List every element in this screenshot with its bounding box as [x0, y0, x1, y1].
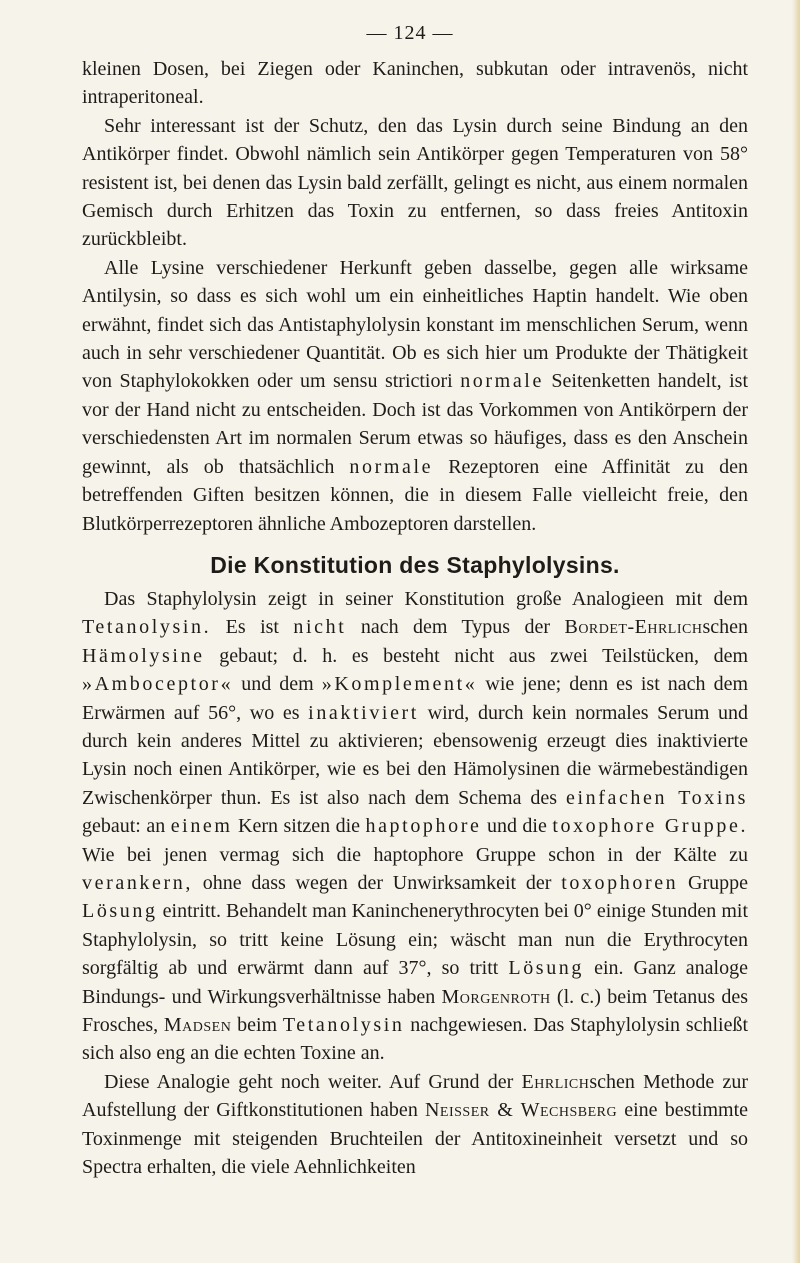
text-run: eintritt. Behandelt man Kaninchenerythrocyten bei 0° einige Stunden mit Staphylolysin, so tritt keine Lösung ein; wäscht man nun die Erythrocyten sorgfältig ab und erwärmt dann auf 37°, so tritt: [82, 900, 749, 980]
page-number: — 124 —: [366, 22, 454, 44]
paragraph-2: Sehr interessant ist der Schutz, den das Lysin durch seine Bindung an den Antikörper findet. Obwohl nämlich sein Antikörper gegen Temperaturen von 58° resistent ist, bei denen das Lysin bald zerfällt, gelingt es nicht, aus einem normalen Gemisch durch Erhitzen das Toxin zu entfernen, so dass freies Antitoxin zurückbleibt.: [82, 114, 748, 251]
emphasis-spaced: verankern,: [82, 871, 193, 894]
author-name: Bordet-Ehrlich: [564, 616, 703, 639]
text-run: schen: [702, 616, 749, 639]
text-run: Es ist: [225, 616, 279, 639]
text-run: Diese Analogie geht noch weiter. Auf Grund der: [104, 1070, 514, 1093]
emphasis-spaced: toxophore Gruppe.: [552, 815, 749, 838]
paragraph-5: [82, 1068, 748, 1182]
emphasis-spaced: »Amboceptor«: [82, 673, 234, 696]
paragraph-4: [82, 585, 748, 1068]
emphasis-spaced: Lösung: [82, 900, 158, 923]
text-run: Wie bei jenen vermag sich die haptophore Gruppe schon in der Kälte zu: [82, 843, 748, 866]
text-run: beim: [237, 1014, 278, 1036]
emphasis-spaced: haptophore: [365, 815, 482, 838]
emphasis-spaced: Tetanolysin: [282, 1014, 405, 1036]
emphasis-spaced: inaktiviert: [308, 701, 419, 724]
text-run: Kern sitzen die: [238, 815, 361, 838]
emphasis-spaced: nicht: [293, 616, 347, 639]
text-run: schen Methode zur Aufstellung der Giftkonstitutionen haben: [82, 1070, 749, 1122]
emphasis-spaced: normale: [349, 455, 434, 478]
emphasis-spaced: Hämolysine: [82, 644, 205, 667]
emphasis-spaced: toxophoren: [561, 871, 679, 894]
text-run: (l. c.) beim Tetanus des Frosches,: [82, 985, 749, 1036]
emphasis-spaced: einfachen Toxins: [565, 786, 749, 809]
text-run: Gruppe: [688, 871, 749, 894]
text-run: wird, durch kein normales Serum und durch kein anderes Mittel zu aktivieren; ebensowenig erzeugt dies inaktivierte Lysin noch einen Antikörper, wie es bei den Hämolysinen die wärmebeständigen Zwischenkörper thun. Es ist also nach dem Schema des: [82, 701, 749, 809]
author-name: Madsen: [163, 1014, 232, 1036]
text-run: und die: [486, 815, 547, 838]
paragraph-3: [82, 254, 748, 538]
emphasis-spaced: »Komplement«: [321, 673, 478, 696]
text-run: Seitenketten handelt, ist vor der Hand nicht zu entscheiden. Doch ist das Vorkommen von Antikörpern der verschiedensten Art im normalen Serum etwas so häufiges, dass es den Anschein gewinnt, als ob thatsächlich: [82, 370, 749, 478]
page-edge-shading: [792, 0, 800, 1263]
author-name: Ehrlich: [521, 1070, 590, 1093]
text-run: nachgewiesen. Das Staphylolysin schließt sich also eng an die echten Toxine an.: [82, 1014, 749, 1065]
text-run: gebaut; d. h. es besteht nicht aus zwei Teilstücken, dem: [219, 644, 748, 667]
emphasis-spaced: Tetanolysin.: [82, 616, 212, 639]
text-run: Alle Lysine verschiedener Herkunft geben dasselbe, gegen alle wirksame Antilysin, so dass es sich wohl um ein einheitliches Haptin handelt. Wie oben erwähnt, findet sich das Antistaphylolysin konstant im menschlichen Serum, wenn auch in sehr verschiedener Quantität. Ob es sich hier um Produkte der Thätigkeit von Staphylokokken oder um sensu strictiori: [82, 256, 748, 393]
text-run: Rezeptoren eine Affinität zu den betreffenden Giften besitzen können, die in diesem Falle vielleicht freie, den Blutkörperrezeptoren ähnliche Ambozeptoren darstellen.: [82, 455, 748, 535]
emphasis-spaced: Lösung: [508, 957, 584, 980]
author-name: Morgenroth: [441, 985, 551, 1008]
text-run: gebaut: an: [82, 815, 166, 838]
text-run: ein. Ganz analoge Bindungs- und Wirkungsverhältnisse haben: [82, 957, 748, 1008]
text-run: nach dem Typus der: [360, 616, 551, 639]
paragraph-1: kleinen Dosen, bei Ziegen oder Kaninchen, subkutan oder intravenös, nicht intraperitoneal.: [82, 58, 748, 109]
text-run: Das Staphylolysin zeigt in seiner Konstitution große Analogieen mit dem: [104, 587, 748, 610]
text-run: ohne dass wegen der Unwirksamkeit der: [202, 871, 552, 894]
emphasis-spaced: normale: [460, 370, 544, 393]
text-run: und dem: [241, 673, 314, 696]
section-heading: Die Konstitution des Staphylolysins.: [210, 551, 620, 578]
author-name: Neisser & Wechsberg: [424, 1099, 618, 1122]
emphasis-spaced: einem: [170, 815, 233, 838]
text-run: wie jene; denn es ist nach dem Erwärmen auf 56°, wo es: [82, 673, 749, 724]
text-run: eine bestimmte Toxinmenge mit steigenden Bruchteilen der Antitoxineinheit versetzt und so Spectra erhalten, die viele Aehnlichkeiten: [82, 1099, 749, 1179]
